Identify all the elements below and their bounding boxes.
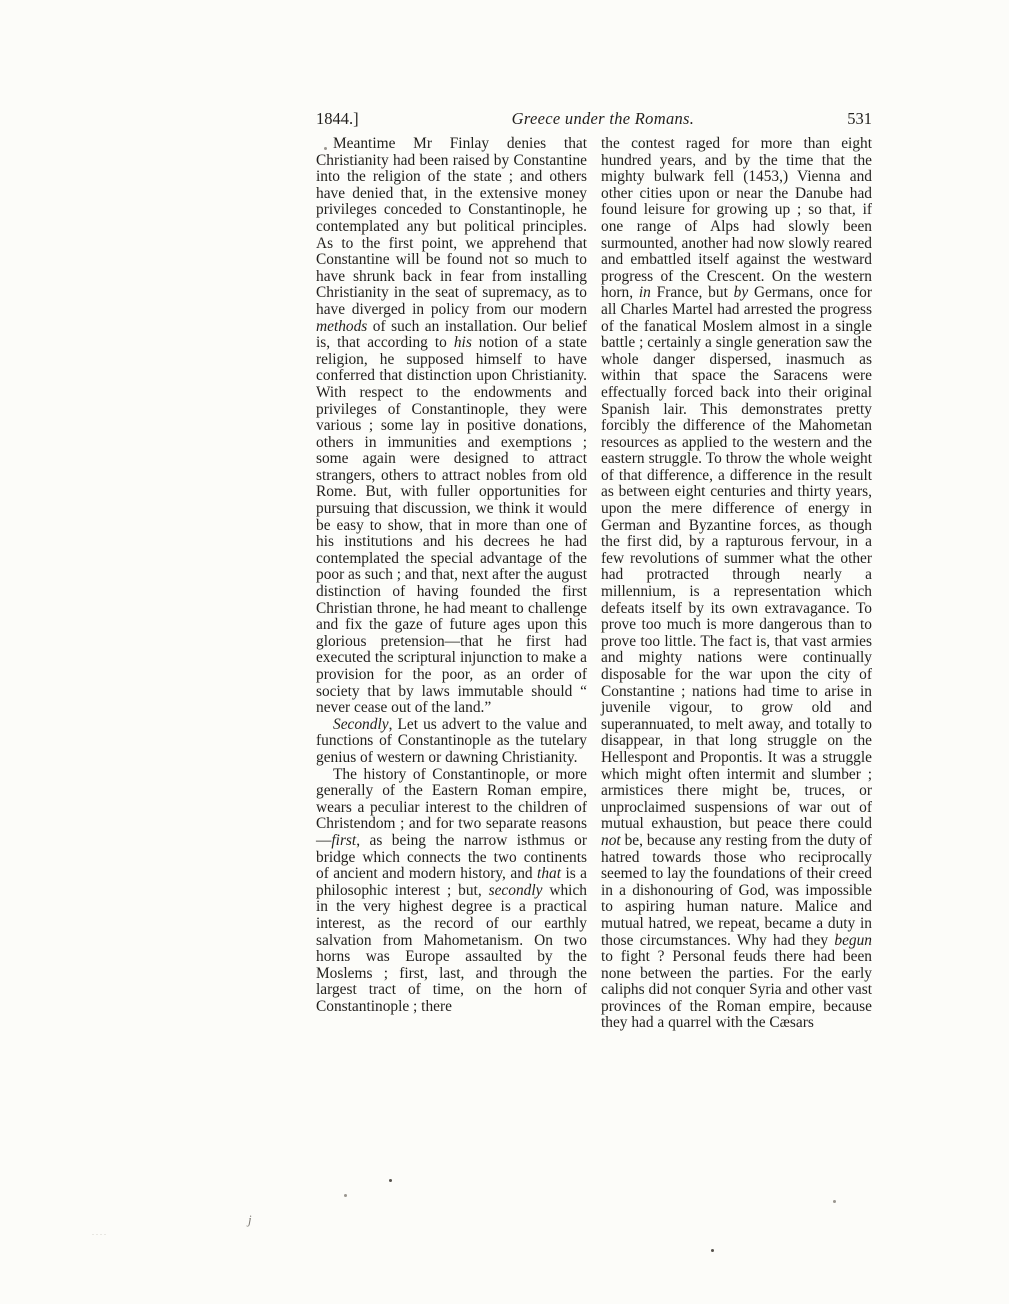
italic-text-run: that [537,865,561,883]
text-run: of such an installation. Our belief is, that according to [316,317,587,352]
header-year: 1844.] [316,109,359,128]
italic-text-run: secondly [488,881,543,899]
italic-text-run: first [331,831,357,849]
running-head [316,109,872,129]
scan-artifact-dot [389,1179,392,1182]
text-run: The history of Constantinople, or more generally of the Eastern Roman empire, wears a peculiar interest to the children of Christendom ; and for two separate reasons— [316,765,587,849]
text-run: be, because any resting from the duty of hatred towards those who reciprocally seemed to lay the foundations of their creed in a dishonouring of God, was impossible to aspiring human nature. Malice and mutual hatred, we repeat, became a duty in those circumstances. Why had they [601,831,872,949]
scan-artifact-smudge: .... [92,1228,108,1237]
italic-text-run: by [733,284,749,302]
text-run: Germans, once for all Charles Martel had arrested the progress of the fanatical Moslem almost in a single battle ; certainly a single generation saw the whole danger dispersed, inasmuch as within that space the Saracens were effectually forced back into their original Spanish lair. This demonstrates pretty forcibly the difference of the Mahometan resources as applied to the western and the eastern struggle. To throw the whole weight of that difference, a difference in the result as between eight centuries and thirty years, upon the mere difference of energy in German and Byzantine forces, as though the first did, by a rapturous fervour, in a few revolutions of summer what the other had protracted through nearly a millennium, is a representation which defeats itself by its own extravagance. To prove too much is more dangerous than to prove too little. The fact is, that vast armies and mighty nations were continually disposable for the war upon the city of Constantine ; nations had time to arise in juvenile vigour, to grow old and superannuated, to melt away, and totally to disappear, in that long struggle on the Hellespont and Propontis. It was a struggle which might often intermit and slumber ; armistices there might be, truces, or unproclaimed suspensions of war out of mutual exhaustion, but peace there could [601,284,872,833]
scan-artifact-dot [711,1249,714,1252]
text-run: which in the very highest degree is a practical interest, as the record of our earthly salvation from Mahometanism. On two horns was Europe assaulted by the Moslems ; first, last, and through the largest tract of time, on the horn of Constantinople ; there [316,881,587,1015]
right-column [601,136,872,1032]
text-run: notion of a state religion, he supposed himself to have conferred that distinction upon Christianity. With respect to the endowments and privileges of Constantinople, they were various ; some lay in positive donations, others in immunities and exemptions ; some again were designed to attract strangers, others to attract nobles from old Rome. But, with fuller opportunities for pursuing that discussion, we think it would be easy to show, that in more than one of his institutions and his decrees he had contemplated the special advantage of the poor as such ; and that, next after the august distinction of having founded the first Christian throne, he had meant to challenge and fix the gaze of future ages upon this glorious pretension—that he first had executed the scriptural injunction to make a provision for the poor, as an order of society that by laws immutable should “ never cease out of the land.” [316,334,587,717]
italic-text-run: in [638,284,651,302]
italic-text-run: his [453,334,472,352]
text-run: Meantime Mr Finlay denies that Christianity had been raised by Constantine into the religion of the state ; and others have denied that, in the extensive money privileges conceded to Constantinople, he contemplated any but political principles. As to the first point, we apprehend that Constantine will be found not so much to have shrunk back in fear from installing Christianity in the seat of supremacy, as to have diverged in policy from our modern [316,135,587,318]
left-column [316,136,587,1015]
text-run: is a philosophic interest ; but, [316,865,588,899]
italic-text-run: methods [316,317,368,335]
text-run: the contest raged for more than eight hundred years, and by the time that the mighty bulwark fell (1453,) Vienna and other cities upon or near the Danube had found leisure for growing up ; so that, if one range of Alps had slowly been surmounted, another had now slowly reared and embattled itself against the westward progress of the Crescent. On the western horn, [601,135,872,302]
scan-artifact-dot [344,1194,347,1197]
scan-artifact-mark: j [248,1212,252,1227]
text-run: France, but [650,284,734,302]
header-page-number: 531 [847,109,872,128]
paragraph [316,136,587,717]
italic-text-run: not [601,831,621,849]
scan-artifact-dot [833,1200,836,1203]
header-title: Greece under the Romans. [511,109,695,128]
italic-text-run: begun [834,931,872,949]
text-run: , as being the narrow isthmus or bridge which connects the two continents of ancient and modern history, and [316,831,587,883]
paragraph [316,767,587,1016]
paragraph [601,136,872,1032]
paragraph [316,717,587,767]
text-run: to fight ? Personal feuds there had been none between the parties. For the early caliphs did not conquer Syria and other vast provinces of the Roman empire, because they had a quarrel with the Cæsars [601,948,872,1032]
italic-text-run: Secondly [333,715,389,733]
text-run: , Let us advert to the value and functions of Constantinople as the tutelary genius of western or dawning Christianity. [316,715,587,766]
